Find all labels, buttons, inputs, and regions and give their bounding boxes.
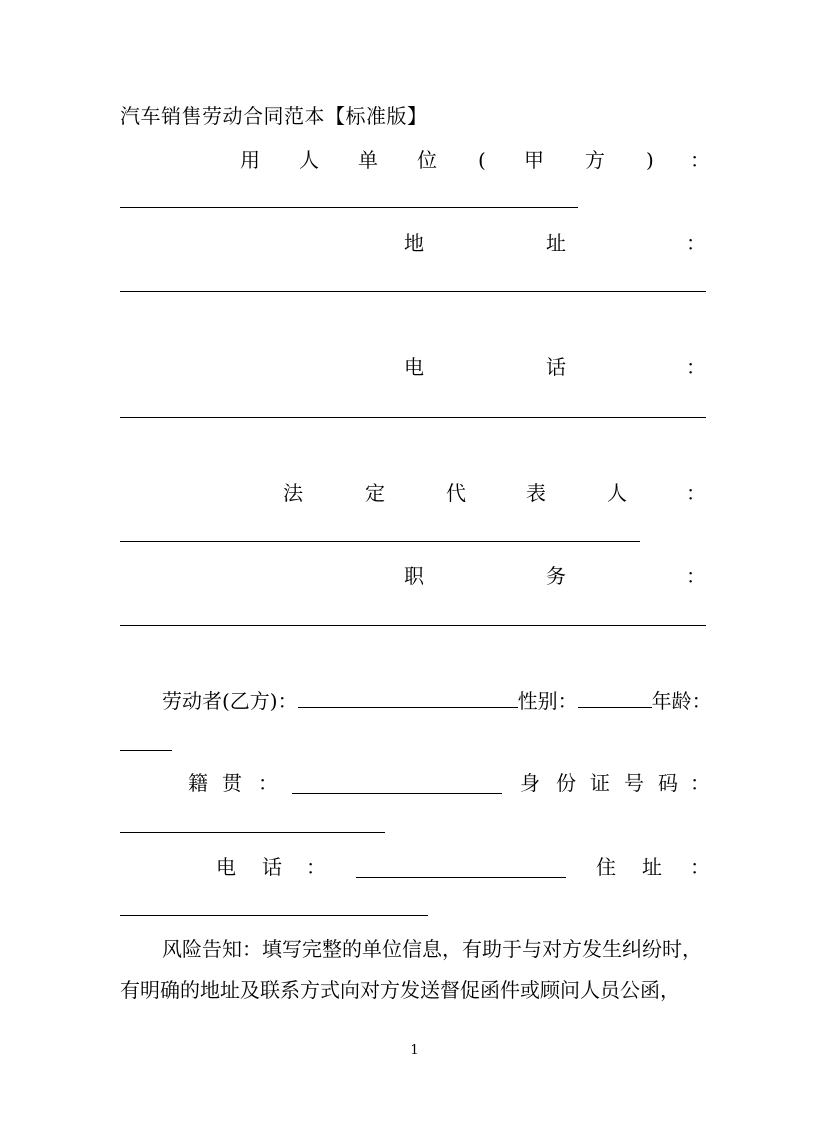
native-char: ： [258, 771, 278, 795]
legal-rep-char: 代 [446, 481, 466, 505]
employer-char: 位 [417, 148, 437, 172]
legal-rep-char: 定 [365, 481, 385, 505]
native-row [120, 769, 710, 797]
id-char: 码 [658, 771, 678, 795]
contact-char: ： [306, 855, 326, 879]
address-char: 址 [546, 231, 566, 255]
address-char: 地 [404, 231, 424, 255]
contact-address-fill-line[interactable] [120, 915, 428, 916]
position-char: 务 [546, 564, 566, 588]
legal-rep-fill-line[interactable] [120, 541, 640, 542]
employer-char: 方 [585, 148, 605, 172]
employer-char: ( [478, 148, 486, 172]
employer-char: 人 [299, 148, 319, 172]
position-char: 职 [404, 564, 424, 588]
employer-char: 用 [240, 148, 260, 172]
legal-rep-char: 人 [607, 481, 627, 505]
document-title: 汽车销售劳动合同范本【标准版】 [120, 104, 428, 128]
contact-row [120, 853, 710, 881]
risk-line-2: 有明确的地址及联系方式向对方发送督促函件或顾问人员公函， [120, 978, 680, 1002]
legal-rep-char: ： [686, 481, 706, 505]
employer-label [120, 146, 710, 174]
age-label: 年龄： [651, 689, 712, 713]
age-fill-line[interactable] [120, 750, 172, 751]
phone-fill-line[interactable] [120, 417, 706, 418]
id-char: 号 [624, 771, 644, 795]
phone-char: 电 [404, 355, 424, 379]
page-number: 1 [410, 1043, 419, 1058]
worker-name-field[interactable] [298, 689, 518, 708]
address-fill-line[interactable] [120, 291, 706, 292]
id-char: ： [690, 771, 710, 795]
position-fill-line[interactable] [120, 625, 706, 626]
employer-fill-line[interactable] [120, 207, 578, 208]
employer-char: 甲 [524, 148, 544, 172]
id-fill-line[interactable] [120, 832, 385, 833]
phone-char: 话 [546, 355, 566, 379]
gender-label: 性别： [517, 689, 578, 713]
employer-char: 单 [358, 148, 378, 172]
id-char: 证 [590, 771, 610, 795]
native-char: 贯 [222, 771, 242, 795]
worker-row [162, 687, 722, 715]
risk-line-1: 风险告知：填写完整的单位信息，有助于与对方发生纠纷时， [162, 937, 702, 961]
phone-char: ： [686, 355, 706, 379]
worker-label: 劳动者(乙方)： [162, 689, 298, 713]
id-char: 份 [556, 771, 576, 795]
gender-field[interactable] [578, 689, 652, 708]
native-field[interactable] [292, 775, 502, 794]
id-char: 身 [520, 771, 540, 795]
legal-rep-label [120, 479, 706, 507]
legal-rep-char: 表 [526, 481, 546, 505]
contact-addr-char: ： [690, 855, 710, 879]
address-char: ： [686, 231, 706, 255]
contact-addr-char: 住 [596, 855, 616, 879]
legal-rep-char: 法 [283, 481, 303, 505]
position-label [120, 562, 706, 590]
position-char: ： [686, 564, 706, 588]
phone-label [120, 353, 706, 381]
native-char: 籍 [188, 771, 208, 795]
contact-addr-char: 址 [642, 855, 662, 879]
contact-char: 电 [216, 855, 236, 879]
employer-char: ： [690, 148, 710, 172]
employer-char: ) [646, 148, 654, 172]
address-label [120, 229, 706, 257]
contact-phone-field[interactable] [356, 859, 566, 878]
contact-char: 话 [262, 855, 282, 879]
